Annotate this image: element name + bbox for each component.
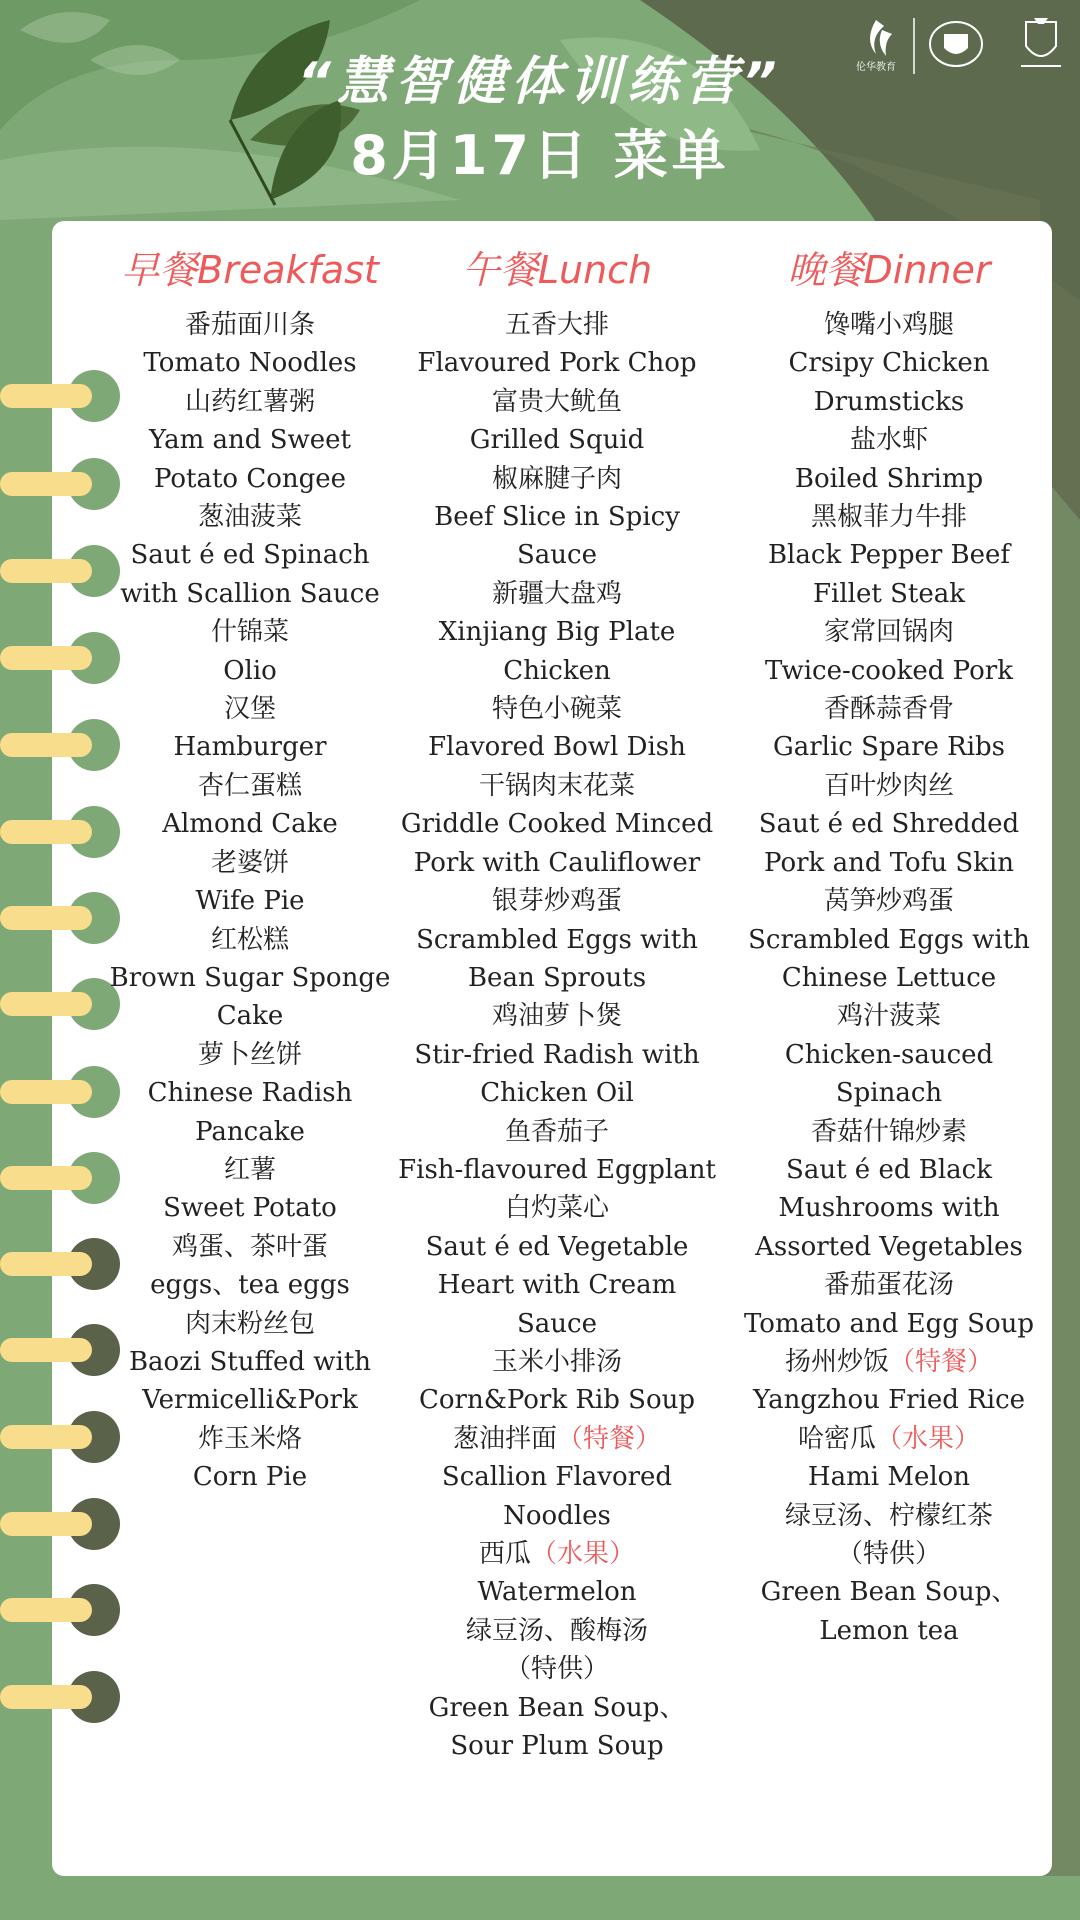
menu-item: Fish-flavoured Eggplant <box>398 1154 716 1185</box>
binder-ring-icon <box>0 1584 120 1636</box>
menu-item: Grilled Squid <box>469 425 645 456</box>
menu-item: 哈密瓜（水果） <box>797 1423 981 1454</box>
menu-item: Hami Melon <box>807 1462 971 1493</box>
menu-item: Sauce <box>516 540 597 571</box>
menu-item: Griddle Cooked Minced <box>400 809 714 840</box>
menu-item: Assorted Vegetables <box>755 1231 1023 1262</box>
menu-item: 五香大排 <box>504 310 609 340</box>
menu-item: 家常回锅肉 <box>823 617 954 648</box>
menu-item: Green Bean Soup、 <box>760 1577 1018 1608</box>
menu-item: 老婆饼 <box>210 847 289 878</box>
menu-item: Tomato and Egg Soup <box>743 1308 1035 1339</box>
menu-item: Boiled Shrimp <box>794 463 984 494</box>
logo-left-name: 伦华教育 <box>856 62 896 73</box>
menu-item: Chinese Radish <box>147 1078 353 1109</box>
menu-item: Bean Sprouts <box>467 962 647 993</box>
menu-item: Watermelon <box>477 1577 637 1608</box>
menu-item: Chicken <box>503 655 611 686</box>
menu-item: 香酥蒜香骨 <box>823 694 954 725</box>
title-date-menu: 8月17日 菜单 <box>350 124 730 187</box>
menu-item: 银芽炒鸡蛋 <box>491 886 622 917</box>
menu-item: Scrambled Eggs with <box>748 924 1030 955</box>
menu-item: Saut é ed Black <box>786 1154 992 1185</box>
menu-item: 扬州炒饭（特餐） <box>784 1346 994 1377</box>
menu-item: 绿豆汤、柠檬红茶 <box>784 1500 993 1531</box>
menu-item: 炸玉米烙 <box>197 1423 302 1454</box>
menu-item: 鸡油萝卜煲 <box>491 1001 622 1032</box>
supply-tag: （特供） <box>504 1654 609 1685</box>
menu-item: Sauce <box>516 1308 597 1339</box>
menu-item: 盐水虾 <box>849 425 928 456</box>
menu-item: Corn&Pork Rib Soup <box>418 1385 696 1416</box>
menu-item: 干锅肉末花菜 <box>478 770 635 801</box>
dinner-column <box>732 242 1046 1650</box>
menu-item: Saut é ed Spinach <box>130 540 370 571</box>
menu-item: Fillet Steak <box>813 578 965 609</box>
menu-item: 鱼香茄子 <box>504 1116 609 1147</box>
menu-item: 椒麻腱子肉 <box>491 463 622 494</box>
menu-item: Yangzhou Fried Rice <box>752 1385 1026 1416</box>
menu-item: 汉堡 <box>223 694 276 725</box>
menu-item: Flavored Bowl Dish <box>428 732 686 763</box>
menu-item: 什锦菜 <box>210 617 289 648</box>
lunch-heading: 午餐Lunch <box>461 248 653 292</box>
dinner-list <box>732 306 1046 1343</box>
menu-item: Saut é ed Vegetable <box>425 1231 689 1262</box>
menu-item: Brown Sugar Sponge <box>109 962 391 993</box>
menu-item: 葱油菠菜 <box>197 502 302 533</box>
menu-item: 红薯 <box>223 1154 276 1185</box>
menu-item: Pork with Cauliflower <box>413 847 701 878</box>
menu-item: Beef Slice in Spicy <box>434 502 680 533</box>
lunch-column <box>394 242 720 1765</box>
menu-item: 特色小碗菜 <box>491 694 622 725</box>
menu-item: Chicken Oil <box>480 1078 634 1109</box>
menu-item: Green Bean Soup、 <box>428 1692 686 1723</box>
menu-item: Pork and Tofu Skin <box>764 847 1014 878</box>
menu-item: 番茄面川条 <box>184 310 315 340</box>
menu-item: Vermicelli&Pork <box>142 1385 358 1416</box>
menu-item: Saut é ed Shredded <box>758 809 1020 840</box>
menu-item: Olio <box>223 655 277 686</box>
menu-item: Scallion Flavored <box>441 1462 673 1493</box>
menu-item: 红松糕 <box>210 924 289 955</box>
menu-item: 百叶炒肉丝 <box>823 770 954 801</box>
menu-item: Pancake <box>195 1116 305 1147</box>
breakfast-column <box>100 242 400 1497</box>
menu-item: Black Pepper Beef <box>767 540 1011 571</box>
menu-item: Noodles <box>503 1500 611 1531</box>
menu-item: 白灼菜心 <box>504 1193 609 1224</box>
page-title <box>0 48 1080 192</box>
menu-item: Scrambled Eggs with <box>416 924 698 955</box>
menu-item: eggs、tea eggs <box>150 1270 350 1301</box>
binder-ring-icon <box>0 1498 120 1550</box>
menu-item: Flavoured Pork Chop <box>417 348 697 379</box>
menu-item: 新疆大盘鸡 <box>491 578 622 609</box>
menu-item: Sweet Potato <box>163 1193 337 1224</box>
breakfast-list <box>100 306 400 1497</box>
menu-item: 绿豆汤、酸梅汤 <box>465 1615 648 1646</box>
menu-item: 莴笋炒鸡蛋 <box>823 886 954 917</box>
special-tag: （特餐） <box>557 1423 662 1454</box>
menu-item: Sour Plum Soup <box>450 1731 664 1762</box>
menu-item: with Scallion Sauce <box>120 578 380 609</box>
lunch-list <box>394 306 720 1420</box>
menu-item: Drumsticks <box>813 386 965 417</box>
menu-item: Corn Pie <box>192 1462 308 1493</box>
menu-item: Twice-cooked Pork <box>765 655 1013 686</box>
menu-item: Spinach <box>835 1078 943 1109</box>
menu-item: 萝卜丝饼 <box>197 1039 302 1070</box>
menu-item: 杏仁蛋糕 <box>197 770 302 801</box>
menu-item: Yam and Sweet <box>148 425 351 456</box>
menu-item: Crsipy Chicken <box>788 348 990 379</box>
menu-item: 肉末粉丝包 <box>184 1308 315 1339</box>
menu-item: 馋嘴小鸡腿 <box>823 310 954 340</box>
menu-item: Garlic Spare Ribs <box>772 732 1006 763</box>
breakfast-heading: 早餐Breakfast <box>121 248 379 292</box>
menu-item: Baozi Stuffed with <box>128 1346 372 1377</box>
menu-item: Mushrooms with <box>778 1193 1000 1224</box>
menu-item: 西瓜（水果） <box>478 1539 636 1569</box>
menu-item: 山药红薯粥 <box>184 386 315 417</box>
menu-item: Stir-fried Radish with <box>414 1039 700 1070</box>
menu-item: Potato Congee <box>153 463 347 494</box>
menu-item: 富贵大鱿鱼 <box>491 386 622 417</box>
menu-item: Chinese Lettuce <box>781 962 997 993</box>
menu-item: 鸡蛋、茶叶蛋 <box>171 1231 328 1262</box>
menu-item: 葱油拌面（特餐） <box>452 1423 662 1454</box>
menu-item: 玉米小排汤 <box>491 1346 622 1377</box>
menu-item: Heart with Cream <box>437 1270 677 1301</box>
menu-item: Chicken-sauced <box>784 1039 994 1070</box>
menu-item: 鸡汁菠菜 <box>836 1001 941 1032</box>
binder-ring-icon <box>0 1671 120 1723</box>
menu-item: Almond Cake <box>162 809 338 840</box>
dinner-heading: 晚餐Dinner <box>787 248 991 292</box>
fruit-tag: （水果） <box>876 1423 981 1454</box>
title-camp-name: “慧智健体训练营” <box>297 52 783 112</box>
special-tag: （特餐） <box>889 1346 994 1377</box>
fruit-tag: （水果） <box>531 1539 636 1569</box>
menu-item: Lemon tea <box>819 1615 959 1646</box>
menu-item: Tomato Noodles <box>143 348 357 379</box>
menu-item: Hamburger <box>173 732 327 763</box>
menu-item: 番茄蛋花汤 <box>823 1270 954 1301</box>
menu-item: Wife Pie <box>195 886 305 917</box>
supply-tag: （特供） <box>836 1539 941 1569</box>
menu-item: Xinjiang Big Plate <box>438 617 676 648</box>
menu-item: 香菇什锦炒素 <box>810 1116 967 1147</box>
menu-item: 黑椒菲力牛排 <box>810 502 967 533</box>
menu-item: Cake <box>216 1001 284 1032</box>
